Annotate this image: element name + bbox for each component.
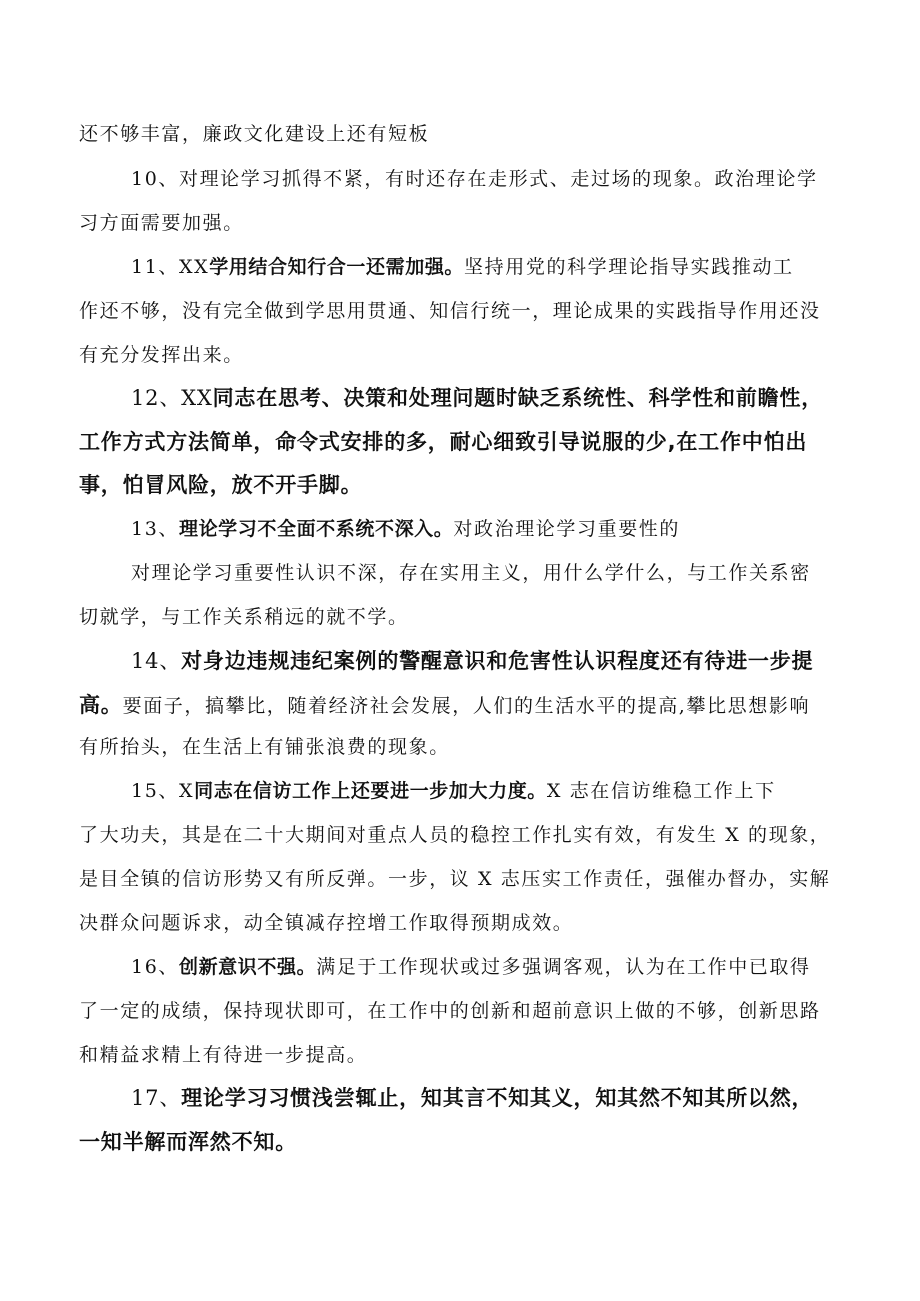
item-heading: 创新意识不强。 — [178, 956, 317, 978]
item-number: 16、 — [131, 956, 179, 978]
item-heading: 学用结合知行合一还需加强。 — [209, 256, 465, 278]
item-number: 11、XX — [131, 256, 210, 278]
item-body: 满足于工作现状或过多强调客观，认为在工作中已取得 — [316, 956, 811, 978]
item-heading: 对身边违规违纪案例的警醒意识和危害性认识程度还有待进一步提 — [181, 649, 814, 673]
text-line — [79, 690, 810, 720]
text-line: 还不够丰富，廉政文化建设上还有短板 — [79, 123, 430, 145]
item-11-line — [131, 254, 794, 280]
item-heading: 同志在思考、决策和处理问题时缺乏系统性、科学性和前瞻性， — [212, 386, 824, 410]
text-line: 习方面需要加强。 — [79, 212, 244, 234]
item-number: 12、XX — [131, 386, 213, 410]
item-17-line — [131, 1083, 813, 1113]
item-15-line — [131, 778, 776, 804]
item-number: 17、 — [131, 1086, 182, 1110]
item-number: 14、 — [131, 649, 182, 673]
text-line: 决群众问题诉求，动全镇减存控增工作取得预期成效。 — [79, 912, 574, 934]
item-14-line — [131, 646, 813, 676]
item-body: 对政治理论学习重要性的 — [453, 518, 680, 540]
text-line: 了大功夫，其是在二十大期间对重点人员的稳控工作扎实有效，有发生 X 的现象， — [79, 824, 831, 846]
text-line: 是目全镇的信访形势又有所反弹。一步，议 X 志压实工作责任，强催办督办，实解 — [79, 868, 831, 890]
text-line: 和精益求精上有待进一步提高。 — [79, 1044, 368, 1066]
text-line: 对理论学习重要性认识不深，存在实用主义，用什么学什么，与工作关系密 — [131, 562, 811, 584]
text-line: 工作方式方法简单，命令式安排的多，耐心细致引导说服的少,在工作中怕出 — [79, 430, 808, 454]
text-line: 作还不够，没有完全做到学思用贯通、知信行统一，理论成果的实践指导作用还没 — [79, 300, 821, 322]
text-line: 有所抬头，在生活上有铺张浪费的现象。 — [79, 736, 450, 758]
text-line: 切就学，与工作关系稍远的就不学。 — [79, 606, 409, 628]
item-12-line — [131, 383, 823, 413]
item-16-line — [131, 954, 811, 980]
item-heading: 理论学习不全面不系统不深入。 — [178, 518, 454, 540]
text-line: 一知半解而浑然不知。 — [79, 1130, 297, 1154]
item-body: 坚持用党的科学理论指导实践推动工 — [464, 256, 794, 278]
item-10-line: 10、对理论学习抓得不紧，有时还存在走形式、走过场的现象。政治理论学 — [131, 168, 818, 190]
item-heading: 同志在信访工作上还要进一步加大力度。 — [194, 780, 547, 802]
text-line: 有充分发挥出来。 — [79, 344, 244, 366]
item-body: X 志在信访维稳工作上下 — [546, 780, 776, 802]
item-number: 15、X — [131, 780, 195, 802]
item-13-line — [131, 516, 680, 542]
text-line: 了一定的成绩，保持现状即可，在工作中的创新和超前意识上做的不够，创新思路 — [79, 1000, 821, 1022]
text-line: 事，怕冒风险，放不开手脚。 — [79, 473, 363, 497]
item-heading-end: 高。 — [79, 693, 123, 717]
item-heading: 理论学习习惯浅尝辄止，知其言不知其义，知其然不知其所以然， — [181, 1086, 814, 1110]
item-body: 要面子，搞攀比，随着经济社会发展，人们的生活水平的提高,攀比思想影响 — [122, 695, 811, 717]
item-number: 13、 — [131, 518, 179, 540]
